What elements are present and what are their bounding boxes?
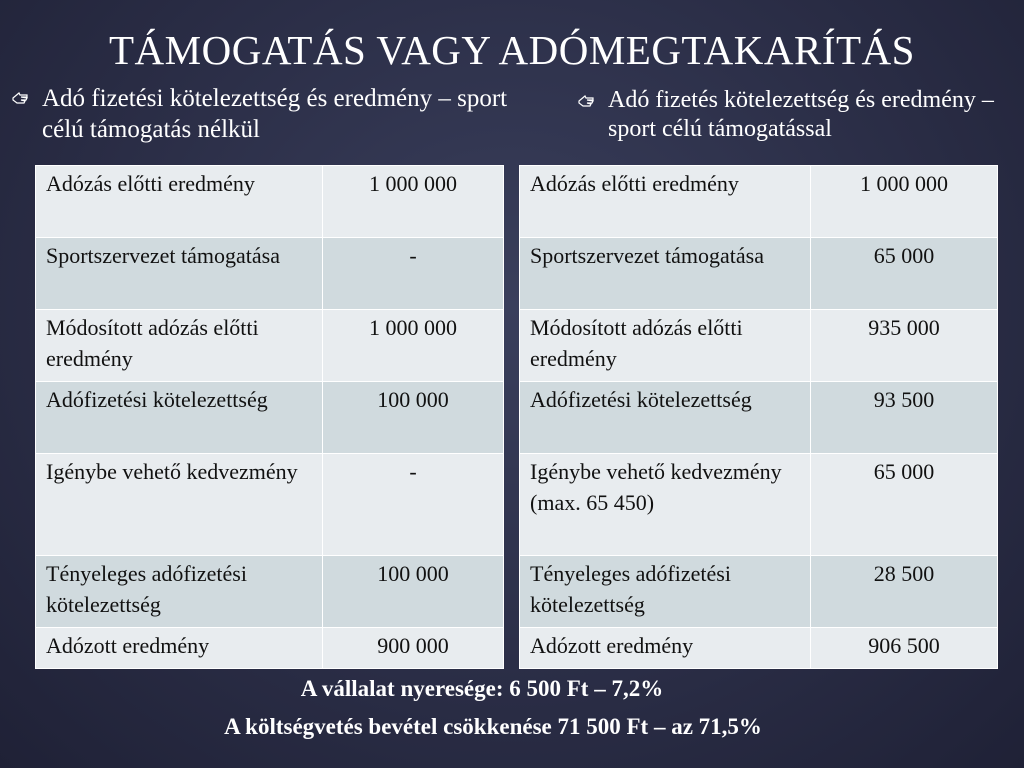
table-row <box>520 310 998 382</box>
row-value: 93 500 <box>811 382 998 454</box>
row-value: 65 000 <box>811 454 998 556</box>
row-value: 28 500 <box>811 556 998 628</box>
row-value: 900 000 <box>323 628 504 669</box>
row-value: - <box>323 238 504 310</box>
row-value: 1 000 000 <box>323 166 504 238</box>
table-row <box>520 454 998 556</box>
table-row <box>36 382 504 454</box>
table-row <box>36 166 504 238</box>
right-heading-text: Adó fizetés kötelezettség és eredmény – sport célú támogatással <box>608 87 994 142</box>
left-heading-text: Adó fizetési kötelezettség és eredmény – sport célú támogatás nélkül <box>42 85 508 143</box>
table-with-support <box>519 165 998 669</box>
row-value: 100 000 <box>323 556 504 628</box>
row-label: Módosított adózás előtti eredmény <box>36 310 323 382</box>
row-value: 906 500 <box>811 628 998 669</box>
row-value: - <box>323 454 504 556</box>
table-row <box>36 556 504 628</box>
company-profit-summary: A vállalat nyeresége: 6 500 Ft – 7,2% <box>300 676 664 701</box>
row-label: Adózás előtti eredmény <box>520 166 811 238</box>
table-row <box>36 628 504 669</box>
row-value: 100 000 <box>323 382 504 454</box>
row-value: 1 000 000 <box>811 166 998 238</box>
row-label: Adózott eredmény <box>36 628 323 669</box>
table-row <box>36 310 504 382</box>
table-row <box>520 628 998 669</box>
table-row <box>520 382 998 454</box>
budget-revenue-summary: A költségvetés bevétel csökkenése 71 500 Ft – az 71,5% <box>224 714 762 739</box>
row-label: Adózott eredmény <box>520 628 811 669</box>
row-label: Adózás előtti eredmény <box>36 166 323 238</box>
row-label: Adófizetési kötelezettség <box>520 382 811 454</box>
table-row <box>520 166 998 238</box>
table-row <box>36 238 504 310</box>
row-value: 935 000 <box>811 310 998 382</box>
left-heading <box>12 83 542 145</box>
row-label: Sportszervezet támogatása <box>520 238 811 310</box>
table-row <box>520 238 998 310</box>
row-label: Tényeleges adófizetési kötelezettség <box>36 556 323 628</box>
row-label: Sportszervezet támogatása <box>36 238 323 310</box>
hand-pointing-icon <box>578 94 600 112</box>
row-label: Tényeleges adófizetési kötelezettség <box>520 556 811 628</box>
row-label: Adófizetési kötelezettség <box>36 382 323 454</box>
right-heading <box>578 86 1018 144</box>
hand-pointing-icon <box>12 91 34 109</box>
table-row <box>36 454 504 556</box>
row-label: Igénybe vehető kedvezmény (max. 65 450) <box>520 454 811 556</box>
table-row <box>520 556 998 628</box>
slide-title: TÁMOGATÁS VAGY ADÓMEGTAKARÍTÁS <box>109 27 915 73</box>
row-value: 1 000 000 <box>323 310 504 382</box>
table-without-support <box>35 165 504 669</box>
row-value: 65 000 <box>811 238 998 310</box>
row-label: Igénybe vehető kedvezmény <box>36 454 323 556</box>
row-label: Módosított adózás előtti eredmény <box>520 310 811 382</box>
